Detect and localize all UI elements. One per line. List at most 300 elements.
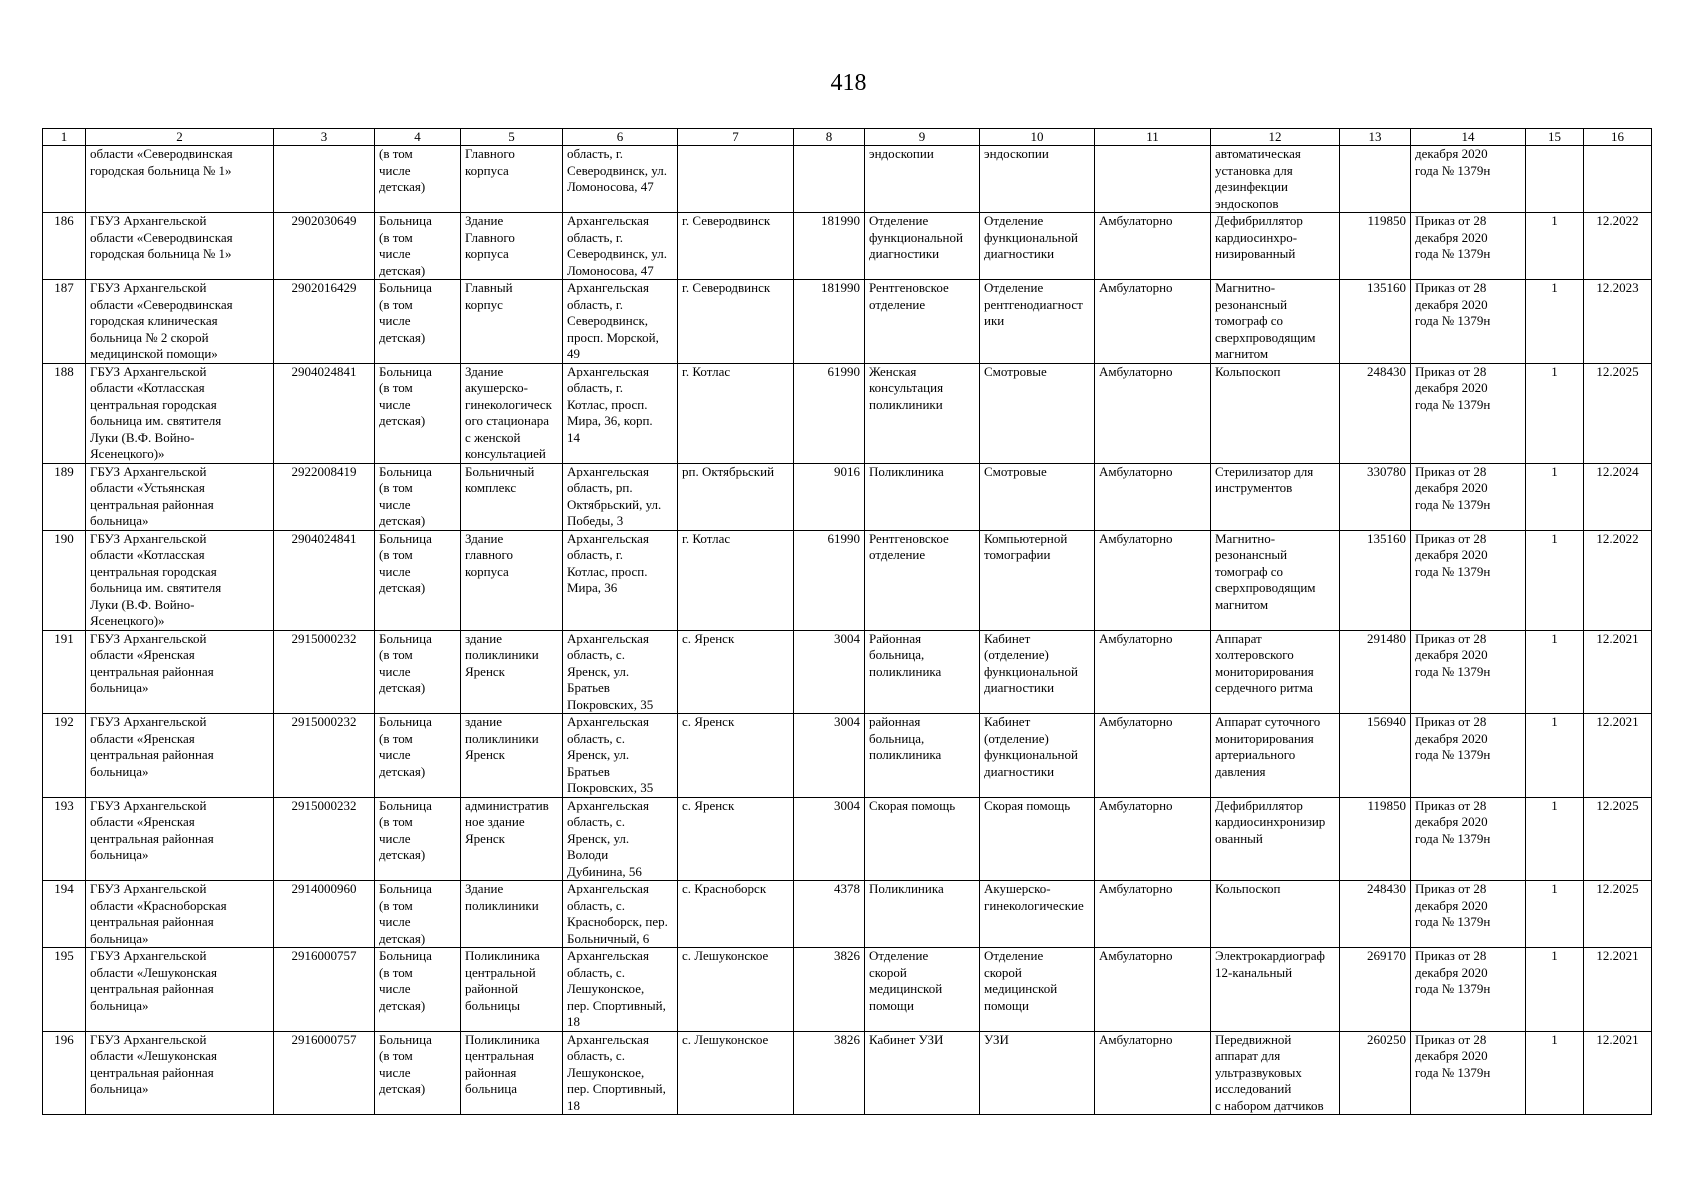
quantity-text: 1 — [1551, 881, 1558, 896]
population-cell — [794, 280, 865, 364]
row-number-text: 194 — [54, 881, 74, 896]
inn-code-text: 2914000960 — [291, 881, 357, 896]
equipment-code-text: 260250 — [1367, 1031, 1406, 1047]
facility-type-text: Больница (в том числе детская) — [379, 530, 432, 595]
department-text: Поликлиника — [869, 881, 944, 896]
table-row — [43, 714, 1652, 798]
equipment-name-cell — [1211, 530, 1340, 630]
building-cell — [461, 213, 563, 280]
care-mode-text: Амбулаторно — [1099, 463, 1173, 479]
inn-code-cell — [274, 714, 375, 798]
settlement-text: с. Лешуконское — [682, 1031, 769, 1047]
room-text: Кабинет (отделение) функциональной диагностики — [984, 714, 1078, 779]
order-reference-cell — [1411, 280, 1526, 364]
population-text: 3004 — [834, 630, 860, 646]
inn-code-cell — [274, 463, 375, 530]
building-text: административ ное здание Яренск — [465, 797, 549, 846]
due-date-cell — [1584, 363, 1652, 463]
address-cell — [563, 530, 678, 630]
equipment-code-text: 330780 — [1367, 463, 1406, 479]
equipment-code-cell — [1340, 881, 1411, 948]
department-cell — [865, 714, 980, 798]
settlement-text: с. Яренск — [682, 714, 735, 729]
row-number-text: 190 — [54, 530, 74, 546]
organization-name-text: области «Северодвинская городская больница № 1» — [90, 146, 233, 178]
address-text: Архангельская область, г. Котлас, просп. Мира, 36 — [567, 530, 649, 595]
column-header: 15 — [1526, 129, 1584, 146]
row-number-cell — [43, 1031, 86, 1115]
building-cell — [461, 146, 563, 213]
facility-type-cell — [375, 797, 461, 881]
facility-type-text: Больница (в том числе детская) — [379, 714, 432, 779]
room-text: Скорая помощь — [984, 797, 1071, 813]
population-cell — [794, 1031, 865, 1115]
row-number-cell — [43, 363, 86, 463]
order-reference-cell — [1411, 881, 1526, 948]
facility-type-cell — [375, 363, 461, 463]
order-reference-cell — [1411, 146, 1526, 213]
row-number-text: 193 — [54, 797, 74, 813]
equipment-name-text: Аппарат холтеровского мониторирования сердечного ритма — [1215, 630, 1314, 695]
building-cell — [461, 280, 563, 364]
due-date-text: 12.2023 — [1596, 280, 1639, 295]
equipment-code-text: 248430 — [1367, 881, 1406, 896]
population-cell — [794, 146, 865, 213]
settlement-cell — [678, 714, 794, 798]
column-header: 16 — [1584, 129, 1652, 146]
due-date-cell — [1584, 1031, 1652, 1115]
building-cell — [461, 630, 563, 714]
quantity-cell — [1526, 530, 1584, 630]
row-number-cell — [43, 463, 86, 530]
facility-type-text: Больница (в том числе детская) — [379, 630, 432, 695]
population-text: 4378 — [834, 881, 860, 896]
equipment-name-cell — [1211, 463, 1340, 530]
equipment-name-cell — [1211, 797, 1340, 881]
care-mode-cell — [1095, 1031, 1211, 1115]
quantity-text: 1 — [1551, 463, 1558, 479]
row-number-text: 186 — [54, 213, 74, 228]
quantity-cell — [1526, 213, 1584, 280]
equipment-name-text: Магнитно- резонансный томограф со сверхпроводящим магнитом — [1215, 530, 1316, 612]
facility-type-text: (в том числе детская) — [379, 146, 426, 194]
inn-code-cell — [274, 146, 375, 213]
building-text: Больничный комплекс — [465, 463, 535, 495]
address-text: Архангельская область, с. Яренск, ул. Братьев Покровских, 35 — [567, 714, 654, 795]
organization-name-cell — [86, 714, 274, 798]
department-cell — [865, 530, 980, 630]
due-date-cell — [1584, 948, 1652, 1032]
equipment-name-text: Дефибриллятор кардиосинхронизир ованный — [1215, 797, 1326, 846]
quantity-text: 1 — [1551, 213, 1558, 228]
equipment-name-text: Магнитно- резонансный томограф со сверхпроводящим магнитом — [1215, 280, 1316, 361]
equipment-code-text: 135160 — [1367, 530, 1406, 546]
address-text: Архангельская область, г. Северодвинск, ул. Ломоносова, 47 — [567, 213, 667, 278]
care-mode-text: Амбулаторно — [1099, 530, 1173, 546]
room-cell — [980, 797, 1095, 881]
settlement-cell — [678, 213, 794, 280]
population-text: 61990 — [827, 363, 860, 379]
inn-code-text: 2915000232 — [291, 714, 357, 729]
organization-name-text: ГБУЗ Архангельской области «Яренская центральная районная больница» — [90, 630, 214, 695]
address-cell — [563, 363, 678, 463]
inn-code-cell — [274, 797, 375, 881]
quantity-cell — [1526, 1031, 1584, 1115]
settlement-text: с. Яренск — [682, 797, 735, 813]
organization-name-cell — [86, 797, 274, 881]
care-mode-cell — [1095, 881, 1211, 948]
facility-type-cell — [375, 530, 461, 630]
inn-code-cell — [274, 1031, 375, 1115]
settlement-cell — [678, 363, 794, 463]
settlement-cell — [678, 280, 794, 364]
department-cell — [865, 363, 980, 463]
address-cell — [563, 881, 678, 948]
equipment-code-text: 119850 — [1367, 797, 1406, 813]
due-date-text: 12.2021 — [1596, 1031, 1639, 1047]
building-text: Поликлиника центральная районная больница — [465, 1031, 540, 1096]
due-date-cell — [1584, 280, 1652, 364]
equipment-code-text: 269170 — [1367, 948, 1406, 963]
order-reference-cell — [1411, 797, 1526, 881]
settlement-cell — [678, 146, 794, 213]
column-header: 10 — [980, 129, 1095, 146]
population-text: 61990 — [827, 530, 860, 546]
due-date-text: 12.2022 — [1596, 213, 1639, 228]
equipment-name-text: Кольпоскоп — [1215, 881, 1281, 896]
building-text: здание поликлиники Яренск — [465, 630, 539, 679]
facility-type-text: Больница (в том числе детская) — [379, 797, 432, 862]
building-cell — [461, 714, 563, 798]
order-reference-text: Приказ от 28 декабря 2020 года № 1379н — [1415, 280, 1491, 328]
due-date-cell — [1584, 630, 1652, 714]
table-row — [43, 363, 1652, 463]
population-cell — [794, 948, 865, 1032]
organization-name-text: ГБУЗ Архангельской области «Лешуконская центральная районная больница» — [90, 1031, 217, 1096]
settlement-text: с. Яренск — [682, 630, 735, 646]
column-header: 1 — [43, 129, 86, 146]
population-text: 181990 — [821, 280, 860, 295]
room-text: эндоскопии — [984, 146, 1049, 161]
department-text: Скорая помощь — [869, 797, 956, 813]
column-header: 8 — [794, 129, 865, 146]
table-row — [43, 948, 1652, 1032]
table-row — [43, 630, 1652, 714]
due-date-text: 12.2025 — [1596, 881, 1639, 896]
population-cell — [794, 797, 865, 881]
organization-name-cell — [86, 146, 274, 213]
column-header: 7 — [678, 129, 794, 146]
row-number-cell — [43, 146, 86, 213]
equipment-name-cell — [1211, 213, 1340, 280]
population-cell — [794, 213, 865, 280]
organization-name-cell — [86, 530, 274, 630]
equipment-code-cell — [1340, 463, 1411, 530]
facility-type-text: Больница (в том числе детская) — [379, 463, 432, 528]
inn-code-cell — [274, 881, 375, 948]
room-cell — [980, 948, 1095, 1032]
facility-type-text: Больница (в том числе детская) — [379, 948, 432, 1013]
population-text: 3004 — [834, 797, 860, 813]
building-text: Здание акушерско- гинекологическ ого стационара с женской консультацией — [465, 363, 552, 461]
equipment-name-text: Кольпоскоп — [1215, 363, 1281, 379]
department-cell — [865, 881, 980, 948]
room-cell — [980, 1031, 1095, 1115]
address-text: Архангельская область, с. Лешуконское, пер. Спортивный, 18 — [567, 948, 666, 1029]
equipment-register-table — [42, 128, 1652, 1115]
equipment-code-text: 135160 — [1367, 280, 1406, 295]
order-reference-text: Приказ от 28 декабря 2020 года № 1379н — [1415, 714, 1491, 762]
quantity-text: 1 — [1551, 363, 1558, 379]
order-reference-cell — [1411, 630, 1526, 714]
column-header: 5 — [461, 129, 563, 146]
room-cell — [980, 363, 1095, 463]
organization-name-cell — [86, 463, 274, 530]
organization-name-cell — [86, 881, 274, 948]
building-cell — [461, 363, 563, 463]
care-mode-cell — [1095, 948, 1211, 1032]
inn-code-text: 2904024841 — [291, 363, 357, 379]
settlement-text: г. Котлас — [682, 530, 731, 546]
due-date-text: 12.2025 — [1596, 363, 1639, 379]
population-cell — [794, 714, 865, 798]
equipment-code-cell — [1340, 280, 1411, 364]
order-reference-cell — [1411, 1031, 1526, 1115]
equipment-code-cell — [1340, 948, 1411, 1032]
facility-type-cell — [375, 463, 461, 530]
population-text: 9016 — [834, 463, 860, 479]
quantity-cell — [1526, 714, 1584, 798]
due-date-cell — [1584, 797, 1652, 881]
inn-code-text: 2904024841 — [291, 530, 357, 546]
organization-name-text: ГБУЗ Архангельской области «Лешуконская центральная районная больница» — [90, 948, 217, 1013]
department-text: Поликлиника — [869, 463, 944, 479]
care-mode-cell — [1095, 280, 1211, 364]
equipment-name-text: Электрокардиограф 12-канальный — [1215, 948, 1325, 980]
table-row — [43, 213, 1652, 280]
care-mode-cell — [1095, 630, 1211, 714]
care-mode-text: Амбулаторно — [1099, 1031, 1173, 1047]
facility-type-cell — [375, 630, 461, 714]
quantity-text: 1 — [1551, 630, 1558, 646]
quantity-text: 1 — [1551, 948, 1558, 963]
table-body — [43, 146, 1652, 1115]
quantity-text: 1 — [1551, 1031, 1558, 1047]
building-text: Здание Главного корпуса — [465, 213, 515, 261]
settlement-cell — [678, 797, 794, 881]
equipment-name-text: Стерилизатор для инструментов — [1215, 463, 1314, 495]
facility-type-cell — [375, 1031, 461, 1115]
row-number-cell — [43, 630, 86, 714]
address-cell — [563, 463, 678, 530]
settlement-cell — [678, 630, 794, 714]
due-date-cell — [1584, 463, 1652, 530]
room-cell — [980, 714, 1095, 798]
row-number-cell — [43, 948, 86, 1032]
inn-code-cell — [274, 630, 375, 714]
organization-name-cell — [86, 280, 274, 364]
column-header: 14 — [1411, 129, 1526, 146]
equipment-code-cell — [1340, 363, 1411, 463]
population-cell — [794, 530, 865, 630]
due-date-text: 12.2025 — [1596, 797, 1639, 813]
column-header: 12 — [1211, 129, 1340, 146]
settlement-cell — [678, 881, 794, 948]
building-cell — [461, 463, 563, 530]
equipment-code-text: 119850 — [1367, 213, 1406, 228]
population-text: 3826 — [834, 948, 860, 963]
row-number-text: 191 — [54, 630, 74, 646]
building-cell — [461, 948, 563, 1032]
quantity-cell — [1526, 797, 1584, 881]
column-header: 2 — [86, 129, 274, 146]
care-mode-text: Амбулаторно — [1099, 630, 1173, 646]
equipment-name-text: Передвижной аппарат для ультразвуковых исследований с набором датчиков — [1215, 1031, 1324, 1113]
inn-code-cell — [274, 280, 375, 364]
population-text: 3004 — [834, 714, 860, 729]
inn-code-text: 2915000232 — [291, 797, 357, 813]
care-mode-text: Амбулаторно — [1099, 797, 1173, 813]
row-number-cell — [43, 881, 86, 948]
column-header: 13 — [1340, 129, 1411, 146]
care-mode-cell — [1095, 146, 1211, 213]
order-reference-text: Приказ от 28 декабря 2020 года № 1379н — [1415, 630, 1491, 679]
department-text: Женская консультация поликлиники — [869, 363, 944, 412]
address-cell — [563, 630, 678, 714]
due-date-cell — [1584, 714, 1652, 798]
care-mode-text: Амбулаторно — [1099, 213, 1173, 228]
row-number-cell — [43, 213, 86, 280]
order-reference-text: Приказ от 28 декабря 2020 года № 1379н — [1415, 948, 1491, 996]
facility-type-cell — [375, 280, 461, 364]
room-text: Смотровые — [984, 363, 1047, 379]
page-number: 418 — [830, 70, 867, 96]
table-row — [43, 1031, 1652, 1115]
order-reference-cell — [1411, 363, 1526, 463]
settlement-text: с. Лешуконское — [682, 948, 769, 963]
equipment-code-text: 248430 — [1367, 363, 1406, 379]
equipment-name-cell — [1211, 881, 1340, 948]
table-row — [43, 881, 1652, 948]
inn-code-text: 2916000757 — [291, 948, 357, 963]
building-text: здание поликлиники Яренск — [465, 714, 539, 762]
settlement-text: г. Северодвинск — [682, 213, 771, 228]
room-text: Акушерско- гинекологические — [984, 881, 1084, 913]
organization-name-cell — [86, 948, 274, 1032]
row-number-cell — [43, 714, 86, 798]
due-date-text: 12.2024 — [1596, 463, 1639, 479]
equipment-code-cell — [1340, 630, 1411, 714]
facility-type-cell — [375, 714, 461, 798]
care-mode-cell — [1095, 797, 1211, 881]
column-header: 4 — [375, 129, 461, 146]
inn-code-text: 2916000757 — [291, 1031, 357, 1047]
due-date-cell — [1584, 146, 1652, 213]
quantity-text: 1 — [1551, 714, 1558, 729]
equipment-code-cell — [1340, 530, 1411, 630]
address-cell — [563, 280, 678, 364]
equipment-code-cell — [1340, 146, 1411, 213]
quantity-cell — [1526, 146, 1584, 213]
due-date-text: 12.2021 — [1596, 714, 1639, 729]
building-cell — [461, 797, 563, 881]
equipment-name-text: Аппарат суточного мониторирования артериального давления — [1215, 714, 1321, 779]
quantity-cell — [1526, 280, 1584, 364]
equipment-code-cell — [1340, 213, 1411, 280]
order-reference-text: Приказ от 28 декабря 2020 года № 1379н — [1415, 213, 1491, 261]
inn-code-cell — [274, 363, 375, 463]
building-cell — [461, 530, 563, 630]
department-cell — [865, 630, 980, 714]
department-cell — [865, 1031, 980, 1115]
facility-type-cell — [375, 213, 461, 280]
organization-name-cell — [86, 1031, 274, 1115]
building-text: Главный корпус — [465, 280, 513, 312]
organization-name-cell — [86, 363, 274, 463]
organization-name-text: ГБУЗ Архангельской области «Котласская центральная городская больница им. святителя Луки (В.Ф. Войно- Ясенецкого)» — [90, 530, 222, 628]
due-date-text: 12.2021 — [1596, 630, 1639, 646]
row-number-cell — [43, 280, 86, 364]
building-text: Поликлиника центральной районной больницы — [465, 948, 540, 1013]
row-number-cell — [43, 797, 86, 881]
equipment-name-cell — [1211, 948, 1340, 1032]
quantity-cell — [1526, 881, 1584, 948]
row-number-text: 187 — [54, 280, 74, 295]
order-reference-text: Приказ от 28 декабря 2020 года № 1379н — [1415, 530, 1491, 579]
settlement-text: рп. Октябрьский — [682, 463, 775, 479]
organization-name-text: ГБУЗ Архангельской области «Яренская центральная районная больница» — [90, 797, 214, 862]
facility-type-text: Больница (в том числе детская) — [379, 1031, 432, 1096]
address-text: Архангельская область, с. Яренск, ул. Володи Дубинина, 56 — [567, 797, 649, 879]
order-reference-cell — [1411, 714, 1526, 798]
order-reference-text: Приказ от 28 декабря 2020 года № 1379н — [1415, 881, 1491, 929]
room-cell — [980, 280, 1095, 364]
building-cell — [461, 881, 563, 948]
department-text: Рентгеновское отделение — [869, 280, 949, 312]
settlement-text: г. Северодвинск — [682, 280, 771, 295]
room-cell — [980, 463, 1095, 530]
equipment-name-cell — [1211, 280, 1340, 364]
equipment-code-text: 156940 — [1367, 714, 1406, 729]
room-cell — [980, 213, 1095, 280]
address-text: Архангельская область, с. Яренск, ул. Братьев Покровских, 35 — [567, 630, 654, 712]
population-cell — [794, 463, 865, 530]
row-number-text: 192 — [54, 714, 74, 729]
quantity-cell — [1526, 948, 1584, 1032]
row-number-text: 195 — [54, 948, 74, 963]
facility-type-cell — [375, 881, 461, 948]
equipment-code-cell — [1340, 1031, 1411, 1115]
inn-code-text: 2922008419 — [291, 463, 357, 479]
table-row — [43, 530, 1652, 630]
department-cell — [865, 146, 980, 213]
due-date-text: 12.2021 — [1596, 948, 1639, 963]
table-row — [43, 463, 1652, 530]
table-row — [43, 146, 1652, 213]
department-text: Районная больница, поликлиника — [869, 630, 942, 679]
organization-name-cell — [86, 630, 274, 714]
care-mode-cell — [1095, 363, 1211, 463]
quantity-text: 1 — [1551, 280, 1558, 295]
address-cell — [563, 797, 678, 881]
column-number-header-row — [43, 129, 1652, 146]
quantity-cell — [1526, 630, 1584, 714]
quantity-cell — [1526, 463, 1584, 530]
room-text: Отделение рентгенодиагност ики — [984, 280, 1083, 328]
organization-name-cell — [86, 213, 274, 280]
care-mode-text: Амбулаторно — [1099, 280, 1173, 295]
settlement-cell — [678, 948, 794, 1032]
